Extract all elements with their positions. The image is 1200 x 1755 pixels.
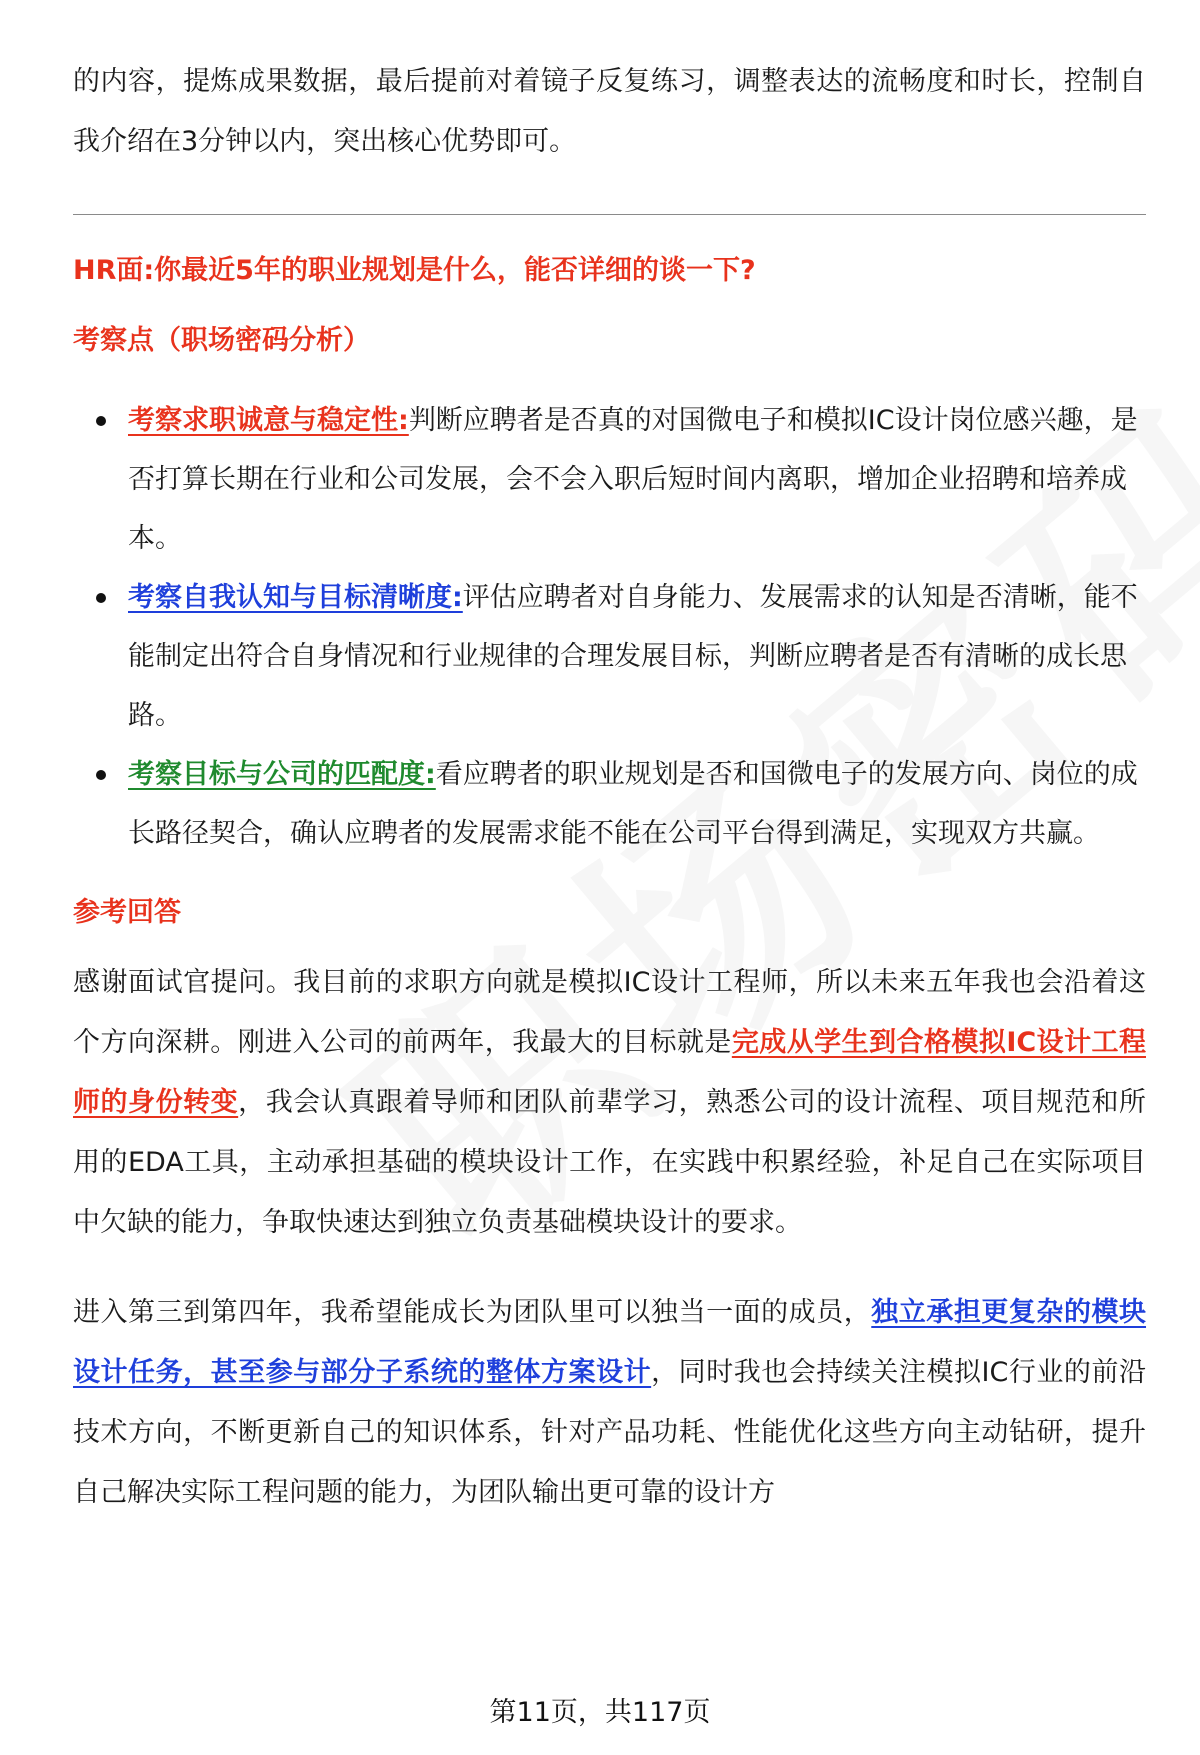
point-text: 评估应聘者对自身能力、发展需求的认知是否清晰，能不能制定出符合自身情况和行业规律的合理发展目标，判断应聘者是否有清晰的成长思路。: [128, 582, 1138, 731]
document-page: [73, 52, 1146, 1523]
intro-continuation: 的内容，提炼成果数据，最后提前对着镜子反复练习，调整表达的流畅度和时长，控制自我介绍在3分钟以内，突出核心优势即可。: [73, 66, 1146, 157]
answer-text: ，我会认真跟着导师和团队前辈学习，熟悉公司的设计流程、项目规范和所用的EDA工具，主动承担基础的模块设计工作，在实践中积累经验，补足自己在实际项目中欠缺的能力，争取快速达到独立负责基础模块设计的要求。: [73, 1087, 1147, 1238]
answer-highlight: 独立承担更复杂的模块设计任务，甚至参与部分子系统的整体方案设计: [73, 1297, 1147, 1388]
analysis-point: [73, 568, 1146, 745]
section-divider: [73, 214, 1146, 215]
analysis-point: [73, 391, 1146, 568]
point-label: 考察自我认知与目标清晰度:: [128, 582, 463, 613]
answer-highlight: 完成从学生到合格模拟IC设计工程师的身份转变: [73, 1027, 1146, 1118]
answer-paragraph-1: [73, 953, 1146, 1253]
point-text: 看应聘者的职业规划是否和国微电子的发展方向、岗位的成长路径契合，确认应聘者的发展需求能不能在公司平台得到满足，实现双方共赢。: [128, 759, 1138, 849]
answer-text: ，同时我也会持续关注模拟IC行业的前沿技术方向，不断更新自己的知识体系，针对产品功耗、性能优化这些方向主动钻研，提升自己解决实际工程问题的能力，为团队输出更可靠的设计方: [73, 1357, 1146, 1508]
bullet-icon: [96, 770, 106, 780]
point-text: 判断应聘者是否真的对国微电子和模拟IC设计岗位感兴趣，是否打算长期在行业和公司发展，会不会入职后短时间内离职，增加企业招聘和培养成本。: [128, 405, 1138, 554]
paragraph-gap: [73, 1253, 1146, 1283]
answer-paragraph-2: [73, 1283, 1146, 1523]
point-label: 考察目标与公司的匹配度:: [128, 759, 436, 790]
analysis-point: [73, 745, 1146, 863]
page-number: 第11页，共117页: [489, 1697, 711, 1728]
answer-text: 进入第三到第四年，我希望能成长为团队里可以独当一面的成员，: [73, 1297, 872, 1328]
bullet-icon: [96, 416, 106, 426]
question-title: HR面:你最近5年的职业规划是什么，能否详细的谈一下?: [73, 255, 756, 286]
answer-title: 参考回答: [73, 897, 181, 928]
answer-text: 感谢面试官提问。我目前的求职方向就是模拟IC设计工程师，所以未来五年我也会沿着这个方向深耕。刚进入公司的前两年，我最大的目标就是: [73, 967, 1146, 1058]
point-label: 考察求职诚意与稳定性:: [128, 405, 409, 436]
analysis-points-list: [73, 391, 1146, 863]
analysis-section-title: 考察点（职场密码分析）: [73, 325, 370, 356]
bullet-icon: [96, 593, 106, 603]
